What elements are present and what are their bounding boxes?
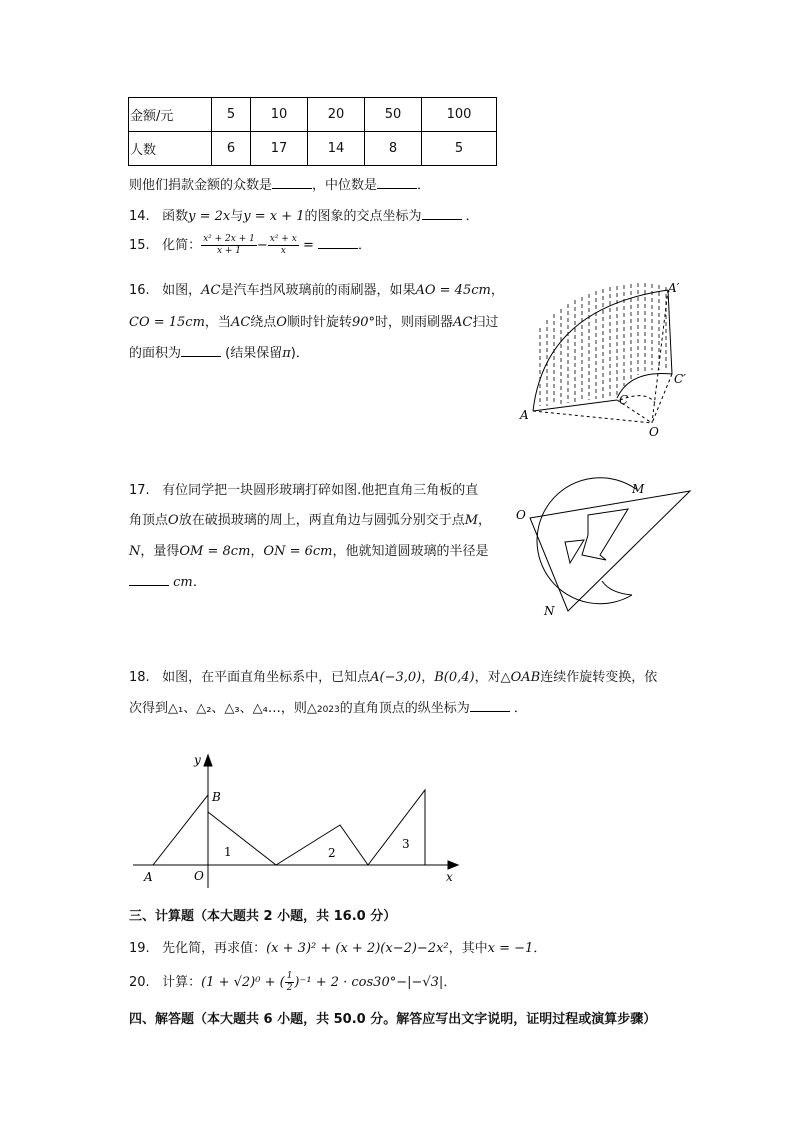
numerator: x² + x bbox=[269, 234, 297, 244]
question-14 bbox=[129, 205, 479, 224]
text: 则他们捐款金额的众数是 bbox=[129, 178, 273, 193]
question-number: 17. bbox=[129, 483, 150, 498]
table-cell: 50 bbox=[365, 98, 422, 132]
answer-blank bbox=[181, 344, 221, 357]
formula: △OAB bbox=[500, 670, 541, 685]
table-cell: 5 bbox=[422, 132, 497, 166]
fraction bbox=[268, 234, 299, 257]
broken-glass-figure bbox=[510, 475, 700, 620]
section-4-heading: 四、解答题（本大题共 6 小题，共 50.0 分。解答应写出文字说明，证明过程或演算步骤） bbox=[129, 1012, 657, 1027]
formula: (1 + √2)⁰ + ( bbox=[201, 975, 285, 990]
label-A: A bbox=[520, 408, 529, 422]
text: 函数 bbox=[162, 209, 189, 224]
formula: AC bbox=[201, 283, 221, 298]
text: 的面积为 bbox=[129, 346, 182, 361]
text: ． bbox=[513, 701, 527, 716]
denominator: x + 1 bbox=[216, 246, 242, 256]
formula: ON = 6cm bbox=[263, 544, 333, 559]
text: 放在破损玻璃的周上，两直角边与圆弧分别交于点 bbox=[178, 513, 465, 528]
text: ， bbox=[421, 670, 435, 685]
question-18-line-2 bbox=[129, 697, 527, 716]
text: ，对 bbox=[474, 670, 501, 685]
formula: y = 2x bbox=[188, 209, 231, 224]
question-number: 19. bbox=[129, 941, 150, 956]
text: 有位同学把一块圆形玻璃打碎如图.他把直角三角板的直 bbox=[162, 483, 479, 498]
formula: N bbox=[129, 544, 141, 559]
question-17-line-1 bbox=[129, 479, 478, 498]
question-17-line-4 bbox=[129, 571, 206, 590]
label-A: A bbox=[144, 870, 153, 884]
question-17-line-2 bbox=[129, 509, 491, 528]
formula: )⁻¹ + 2 · cos30°−|−√3| bbox=[294, 975, 444, 990]
table-header-cell: 人数 bbox=[129, 132, 212, 166]
axis-label-y: y bbox=[194, 753, 201, 767]
formula: y = x + 1 bbox=[243, 209, 305, 224]
text: 绕点 bbox=[250, 315, 277, 330]
text: ，中位数是 bbox=[312, 178, 378, 193]
text: 计算： bbox=[162, 975, 202, 990]
text: 角顶点 bbox=[129, 513, 169, 528]
question-19 bbox=[129, 937, 546, 956]
label-O: O bbox=[649, 425, 659, 439]
answer-blank bbox=[377, 176, 417, 189]
table-cell: 10 bbox=[251, 98, 308, 132]
table-cell: 100 bbox=[422, 98, 497, 132]
question-13-tail bbox=[129, 174, 430, 193]
answer-blank bbox=[129, 573, 169, 586]
operator: − bbox=[256, 238, 268, 253]
formula: O bbox=[276, 315, 287, 330]
axis-label-x: x bbox=[446, 870, 453, 884]
formula: π bbox=[282, 346, 291, 361]
text: ． bbox=[443, 975, 457, 990]
text: ，他就知道圆玻璃的半径是 bbox=[332, 544, 489, 559]
text: ，其中 bbox=[448, 941, 488, 956]
label-A-prime: A′ bbox=[668, 281, 680, 295]
text: 时，则雨刷器 bbox=[375, 315, 454, 330]
answer-blank bbox=[422, 207, 462, 220]
text: ， bbox=[490, 283, 504, 298]
numerator: x² + 2x + 1 bbox=[203, 234, 255, 244]
triangle-2-label: 2 bbox=[328, 846, 336, 860]
triangle-1-label: 1 bbox=[224, 845, 232, 859]
label-C: C bbox=[619, 393, 629, 407]
text: ，量得 bbox=[140, 544, 180, 559]
label-O: O bbox=[194, 869, 204, 883]
text: 的直角顶点的纵坐标为 bbox=[339, 701, 470, 716]
label-B: B bbox=[212, 790, 221, 804]
question-16-line-2 bbox=[129, 311, 498, 330]
label-O: O bbox=[516, 508, 526, 522]
question-17-line-3 bbox=[129, 540, 489, 559]
formula: AO = 45cm bbox=[415, 283, 491, 298]
label-M: M bbox=[632, 482, 645, 496]
text: 如图， bbox=[162, 283, 202, 298]
text: 如图，在平面直角坐标系中，已知点 bbox=[162, 670, 371, 685]
triangle-3-label: 3 bbox=[402, 837, 410, 851]
text: (结果保留 bbox=[225, 346, 283, 361]
question-number: 20. bbox=[129, 975, 150, 990]
table-cell: 14 bbox=[308, 132, 365, 166]
text: )． bbox=[290, 346, 309, 361]
table-cell: 8 bbox=[365, 132, 422, 166]
label-C-prime: C′ bbox=[674, 372, 686, 386]
table-header-cell: 金额/元 bbox=[129, 98, 212, 132]
table-cell: 17 bbox=[251, 132, 308, 166]
coordinate-figure bbox=[128, 750, 468, 890]
formula: M bbox=[464, 513, 479, 528]
answer-blank bbox=[272, 176, 312, 189]
text: 先化简，再求值： bbox=[162, 941, 267, 956]
question-number: 16. bbox=[129, 283, 150, 298]
table-cell: 20 bbox=[308, 98, 365, 132]
formula: B(0,4) bbox=[434, 670, 475, 685]
question-20 bbox=[129, 971, 456, 994]
numerator: 1 bbox=[286, 971, 293, 981]
fraction bbox=[285, 971, 295, 994]
text: 连续作旋转变换，依 bbox=[540, 670, 658, 685]
question-16-line-1 bbox=[129, 279, 504, 298]
label-N: N bbox=[544, 604, 555, 618]
denominator: x bbox=[280, 246, 286, 256]
text: 扫过 bbox=[472, 315, 499, 330]
formula: x = −1 bbox=[487, 941, 534, 956]
question-18-line-1 bbox=[129, 666, 657, 685]
question-number: 14. bbox=[129, 209, 150, 224]
table-row bbox=[129, 98, 497, 132]
answer-blank bbox=[470, 699, 510, 712]
donation-table bbox=[128, 97, 497, 166]
text: ． bbox=[533, 941, 547, 956]
formula: 90° bbox=[351, 315, 376, 330]
text: ， bbox=[478, 513, 492, 528]
text: ． bbox=[357, 238, 371, 253]
section-3-heading: 三、计算题（本大题共 2 小题，共 16.0 分） bbox=[129, 909, 397, 924]
text: ，当 bbox=[204, 315, 231, 330]
text: ． bbox=[465, 209, 479, 224]
formula: A(−3,0) bbox=[370, 670, 422, 685]
formula: AC bbox=[453, 315, 473, 330]
question-16-line-3 bbox=[129, 342, 309, 361]
table-cell: 6 bbox=[212, 132, 251, 166]
formula: CO = 15cm bbox=[129, 315, 205, 330]
wiper-figure bbox=[510, 278, 710, 443]
text: 顺时针旋转 bbox=[286, 315, 352, 330]
fraction bbox=[201, 234, 257, 257]
formula: AC bbox=[230, 315, 251, 330]
table-cell: 5 bbox=[212, 98, 251, 132]
subscript: 2023 bbox=[316, 705, 340, 715]
question-15 bbox=[129, 234, 371, 257]
formula: OM = 8cm bbox=[179, 544, 251, 559]
question-number: 15. bbox=[129, 238, 150, 253]
answer-blank bbox=[318, 236, 358, 249]
formula: (x + 3)² + (x + 2)(x−2)−2x² bbox=[266, 941, 449, 956]
question-number: 18. bbox=[129, 670, 150, 685]
text: 化简： bbox=[162, 238, 202, 253]
text: 次得到△₁、△₂、△₃、△₄…，则△ bbox=[129, 701, 317, 716]
table-row bbox=[129, 132, 497, 166]
text: 是汽车挡风玻璃前的雨刷器，如果 bbox=[220, 283, 416, 298]
text: ． bbox=[417, 178, 431, 193]
text: 与 bbox=[230, 209, 244, 224]
text: ， bbox=[250, 544, 264, 559]
operator: = bbox=[302, 238, 314, 253]
formula: cm． bbox=[173, 575, 206, 590]
denominator: 2 bbox=[286, 983, 293, 993]
text: 的图象的交点坐标为 bbox=[304, 209, 422, 224]
formula: O bbox=[168, 513, 179, 528]
